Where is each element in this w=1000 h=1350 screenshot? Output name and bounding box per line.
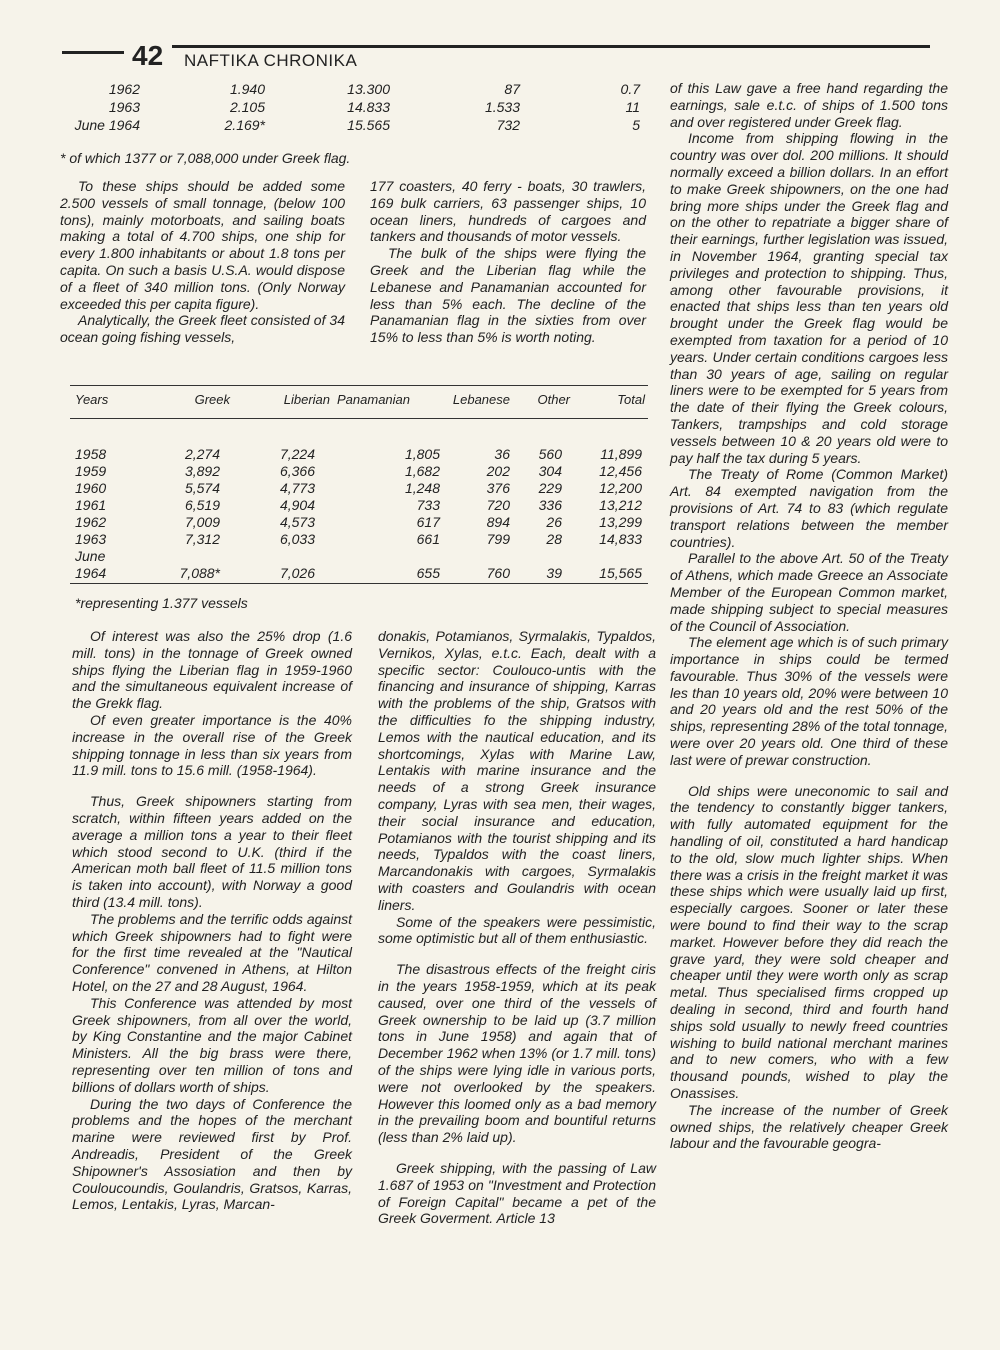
- table-cell: 336: [538, 497, 562, 513]
- paragraph: Income from shipping flowing in the country was over dol. 200 millions. It should normally exceed a billion dollars. In an effort to make Greek shipowners, on the one had bring more ships under the Greek flag and on the other to repatriate a bigger share of their earnings, further legislation was issued, in November 1964, granting special tax privileges and protection to shipping. Thus, among other favourable provisions, it enacted that ships less than ten years old brought under the Greek flag would be exempted from taxation for a period of 10 years. Under certain conditions cargoes less than 30 years of age, sailing on regular liners were to be exempted for 5 years from the date of their flying the Greek colours, Tankers, trampships and cold storage vessels between 10 & 20 years old were to pay half the tax during 5 years.: [670, 130, 948, 466]
- table-cell: 1962: [108, 81, 140, 97]
- table-cell: 14.833: [347, 99, 390, 115]
- table-cell: 720: [486, 497, 510, 513]
- table-header-rule: [70, 418, 648, 419]
- table-cell: 13.300: [347, 81, 390, 97]
- table-cell: 5,574: [184, 480, 220, 496]
- fleet-table-footnote: *representing 1.377 vessels: [75, 595, 248, 611]
- paragraph: Of interest was also the 25% drop (1.6 mill. tons) in the tonnage of Greek owned ships flying the Liberian flag in 1959-1960 and the simultaneous equivalent increase of the Grekk flag.: [72, 628, 352, 712]
- table-cell: 7,088*: [179, 565, 220, 581]
- table-cell: 1962: [75, 514, 107, 530]
- table-row: [75, 463, 645, 480]
- table-cell: 11: [625, 99, 640, 115]
- table-row: [75, 497, 645, 514]
- table-cell: 1959: [75, 463, 107, 479]
- paragraph: donakis, Potamianos, Syrmalakis, Typaldos, Vernikos, Xylas, e.t.c. Each, dealt with a specific sector: Coulouco-untis with the financing and insurance of shipping, Karras with the problems of the ship, Gratsos with the difficulties fo the shipping industry, Lemos with the nautical education, and its shortcomings, Xylas with Marine Law, Lentakis with marine insurance and the needs of a strong Greek insurance company, Lyras with sea men, their wages, their social insurance and education, Potamianos with the tourist shipping and its needs, Typaldos with the coast liners, Marcandonakis with cargoes, Syrmalakis with coasters and Goulandris with ocean liners.: [378, 628, 656, 913]
- table-header: Liberian: [283, 392, 330, 407]
- table-cell: 376: [486, 480, 510, 496]
- table-cell: 1,248: [404, 480, 440, 496]
- paragraph: 177 coasters, 40 ferry - boats, 30 trawlers, 169 bulk carriers, 63 passenger ships, 10 ocean liners, hundreds of cargoes and tankers and thousands of motor vessels.: [370, 178, 646, 245]
- column-right: [670, 80, 948, 1152]
- table-row: [75, 480, 645, 497]
- table-cell: 1961: [75, 497, 107, 513]
- table-cell: 7,009: [184, 514, 220, 530]
- table-cell: 13,212: [599, 497, 642, 513]
- table-header-row: [75, 390, 645, 410]
- table-cell: 202: [486, 463, 510, 479]
- column-mid-top: [370, 178, 646, 346]
- table-row: [60, 80, 640, 98]
- paragraph: The bulk of the ships were flying the Greek and the Liberian flag while the Lebanese and Panamanian accounted for less than 5% each. The decline of the Panamanian flag in the sixties from over 15% to less than 5% is worth noting.: [370, 245, 646, 346]
- paragraph: Parallel to the above Art. 50 of the Treaty of Athens, which made Greece an Associate Member of the European Common market, made shipping subject to special measures of the Council of Association.: [670, 550, 948, 634]
- table-cell: June: [75, 548, 106, 564]
- paragraph: Of even greater importance is the 40% increase in the overall rise of the Greek shipping tonnage in less than six years from 11.9 mill. tons to 15.6 mill. (1958-1964).: [72, 711, 352, 779]
- table-cell: 1,682: [404, 463, 440, 479]
- table-header: Years: [75, 392, 109, 407]
- table-cell: 2.169*: [224, 117, 265, 133]
- table-cell: 12,200: [599, 480, 642, 496]
- column-mid-bottom: [378, 628, 656, 1227]
- paragraph: The Treaty of Rome (Common Market) Art. 84 exempted navigation from the provisions of Art. 74 to 83 (which regulate transport relations between the member countries).: [670, 466, 948, 550]
- table-cell: 6,033: [279, 531, 315, 547]
- table-cell: 1958: [75, 446, 107, 462]
- table-cell: 1.533: [484, 99, 520, 115]
- header-rule-left: [62, 51, 124, 54]
- table-cell: 1960: [75, 480, 107, 496]
- table-cell: 6,519: [184, 497, 220, 513]
- table-cell: June 1964: [74, 117, 140, 133]
- paragraph: To these ships should be added some 2.500 vessels of small tonnage, (below 100 tons), mainly motorboats, and sailing boats making a total of 4.700 ships, one ship for every 1.800 inhabitants or about 1.8 tons per capita. On such a basis U.S.A. would dispose of a fleet of 340 million tons. (Only Norway exceeded this per capita figure).: [60, 178, 345, 312]
- table-row: [75, 531, 645, 548]
- column-left-bottom: [72, 628, 352, 1213]
- table-cell: 732: [496, 117, 520, 133]
- paragraph: During the two days of Conference the problems and the hopes of the merchant marine were reviewed first by Prof. Andreadis, President of the Greek Shipowner's Assosiation and then by Couloucoundis, Goulandris, Gratsos, Karras, Lemos, Lentakis, Lyras, Marcan-: [72, 1095, 352, 1213]
- table-cell: 13,299: [599, 514, 642, 530]
- table-cell: 617: [416, 514, 440, 530]
- paragraph: The element age which is of such primary importance in ships could be termed favourable. Thus 30% of the vessels were les than 10 years old, 20% were between 10 and 20 years old and the rest 50% of the ships, representing 28% of the total tonnage, were over 20 years old. One third of these last were of prewar construction.: [670, 634, 948, 768]
- table-cell: 1963: [108, 99, 140, 115]
- table-cell: 733: [416, 497, 440, 513]
- table-cell: 4,573: [279, 514, 315, 530]
- table-header: Total: [617, 392, 645, 407]
- page-number: 42: [132, 40, 164, 71]
- table-cell: 304: [538, 463, 562, 479]
- table-cell: 15,565: [599, 565, 642, 581]
- table-cell: 894: [486, 514, 510, 530]
- paragraph: Old ships were uneconomic to sail and the tendency to constantly bigger tankers, with fully automated equipment for the handling of oil, constituted a hard handicap to the old, slow much lighter ships. When there was a crisis in the freight market it was these ships which were usually laid up first, especially cargoes. Sooner or later these were bound to find their way to the scrap market. However before they did reach the grave yard, they were sold cheaper and cheaper until they were worth only as scrap metal. Thus specialised firms cropped up dealing in second, third and fourth hand ships sold usually to newly freed countries wishing to build national merchant marines and to new comers, who with a few thousand pounds, wished to play the Onassises.: [670, 782, 948, 1102]
- table-cell: 2,274: [184, 446, 220, 462]
- table-cell: 28: [546, 531, 562, 547]
- table-bottom-rule: [70, 583, 648, 584]
- table-cell: 39: [546, 565, 562, 581]
- table-cell: 6,366: [279, 463, 315, 479]
- table-cell: 760: [486, 565, 510, 581]
- table-cell: 26: [546, 514, 562, 530]
- table-row: [75, 446, 645, 463]
- table-cell: 1963: [75, 531, 107, 547]
- table-cell: 15.565: [347, 117, 390, 133]
- table-cell: 12,456: [599, 463, 642, 479]
- paragraph: The problems and the terrific odds against which Greek shipowners had to fight were for the first time revealed at the "Nautical Conference" convened in Athens, at Hilton Hotel, on the 27 and 28 August, 1964.: [72, 910, 352, 994]
- table-cell: 14,833: [599, 531, 642, 547]
- table-cell: 7,224: [279, 446, 315, 462]
- table-cell: 11,899: [600, 446, 642, 462]
- table-row: [75, 565, 645, 582]
- table-header: Panamanian: [337, 392, 410, 407]
- table-row: [75, 514, 645, 531]
- column-left-top: [60, 178, 345, 346]
- table-cell: 5: [632, 117, 640, 133]
- paragraph: Greek shipping, with the passing of Law 1.687 of 1953 on "Investment and Protection of Foreign Capital" became a pet of the Greek Goverment. Article 13: [378, 1159, 656, 1227]
- table-cell: 4,773: [279, 480, 315, 496]
- table-cell: 1,805: [404, 446, 440, 462]
- table-cell: 1964: [75, 565, 107, 581]
- table-cell: 229: [538, 480, 562, 496]
- paragraph: The disastrous effects of the freight ciris in the years 1958-1959, which at its peak caused, over one third of the vessels of Greek ownership to be laid up (3.7 million tons in June 1958) and again that of December 1962 when 13% (or 1.7 mill. tons) of the ships were lying idle in various ports, were not overlooked by the speakers. However this loomed only as a bad memory in the prevailing boom and bountiful returns (less than 2% laid up).: [378, 961, 656, 1146]
- table-cell: 36: [494, 446, 510, 462]
- table-cell: 3,892: [184, 463, 220, 479]
- header-rule-right: [172, 45, 930, 48]
- paragraph: Some of the speakers were pessimistic, some optimistic but all of them enthusiastic.: [378, 913, 656, 947]
- table-header: Greek: [194, 392, 230, 407]
- paragraph: This Conference was attended by most Greek shipowners, from all over the world, by King Constantine and the major Cabinet Ministers. All the big brass were there, representing over ten million of tons and billions of dollars worth of ships.: [72, 994, 352, 1095]
- table-header: Lebanese: [452, 392, 510, 407]
- top-table: [60, 80, 640, 134]
- table-top-rule: [70, 385, 648, 386]
- top-table-footnote: * of which 1377 or 7,088,000 under Greek flag.: [60, 150, 351, 166]
- table-cell: 7,312: [184, 531, 220, 547]
- table-row: [60, 116, 640, 134]
- table-cell: 799: [486, 531, 510, 547]
- table-cell: 661: [416, 531, 440, 547]
- table-cell: 560: [538, 446, 562, 462]
- table-cell: 655: [416, 565, 440, 581]
- table-cell: 7,026: [279, 565, 315, 581]
- table-cell: 0.7: [620, 81, 640, 97]
- table-cell: 1.940: [229, 81, 265, 97]
- paragraph: The increase of the number of Greek owned ships, the relatively cheaper Greek labour and the favourable geogra-: [670, 1101, 948, 1152]
- table-row: [75, 548, 645, 565]
- table-header: Other: [537, 392, 570, 407]
- table-row: [60, 98, 640, 116]
- paragraph: Analytically, the Greek fleet consisted of 34 ocean going fishing vessels,: [60, 312, 345, 346]
- magazine-title: NAFTIKA CHRONIKA: [184, 51, 358, 70]
- table-cell: 2.105: [229, 99, 265, 115]
- paragraph: of this Law gave a free hand regarding the earnings, sale e.t.c. of ships of 1.500 tons and over registered under Greek flag.: [670, 80, 948, 130]
- paragraph: Thus, Greek shipowners starting from scratch, within fifteen years added on the average a million tons a year to their fleet which stood second to U.K. (third if the American moth ball fleet of 11.5 million tons is taken into account), with Norway a good third (13.4 mill. tons).: [72, 793, 352, 910]
- table-cell: 4,904: [279, 497, 315, 513]
- table-cell: 87: [504, 81, 520, 97]
